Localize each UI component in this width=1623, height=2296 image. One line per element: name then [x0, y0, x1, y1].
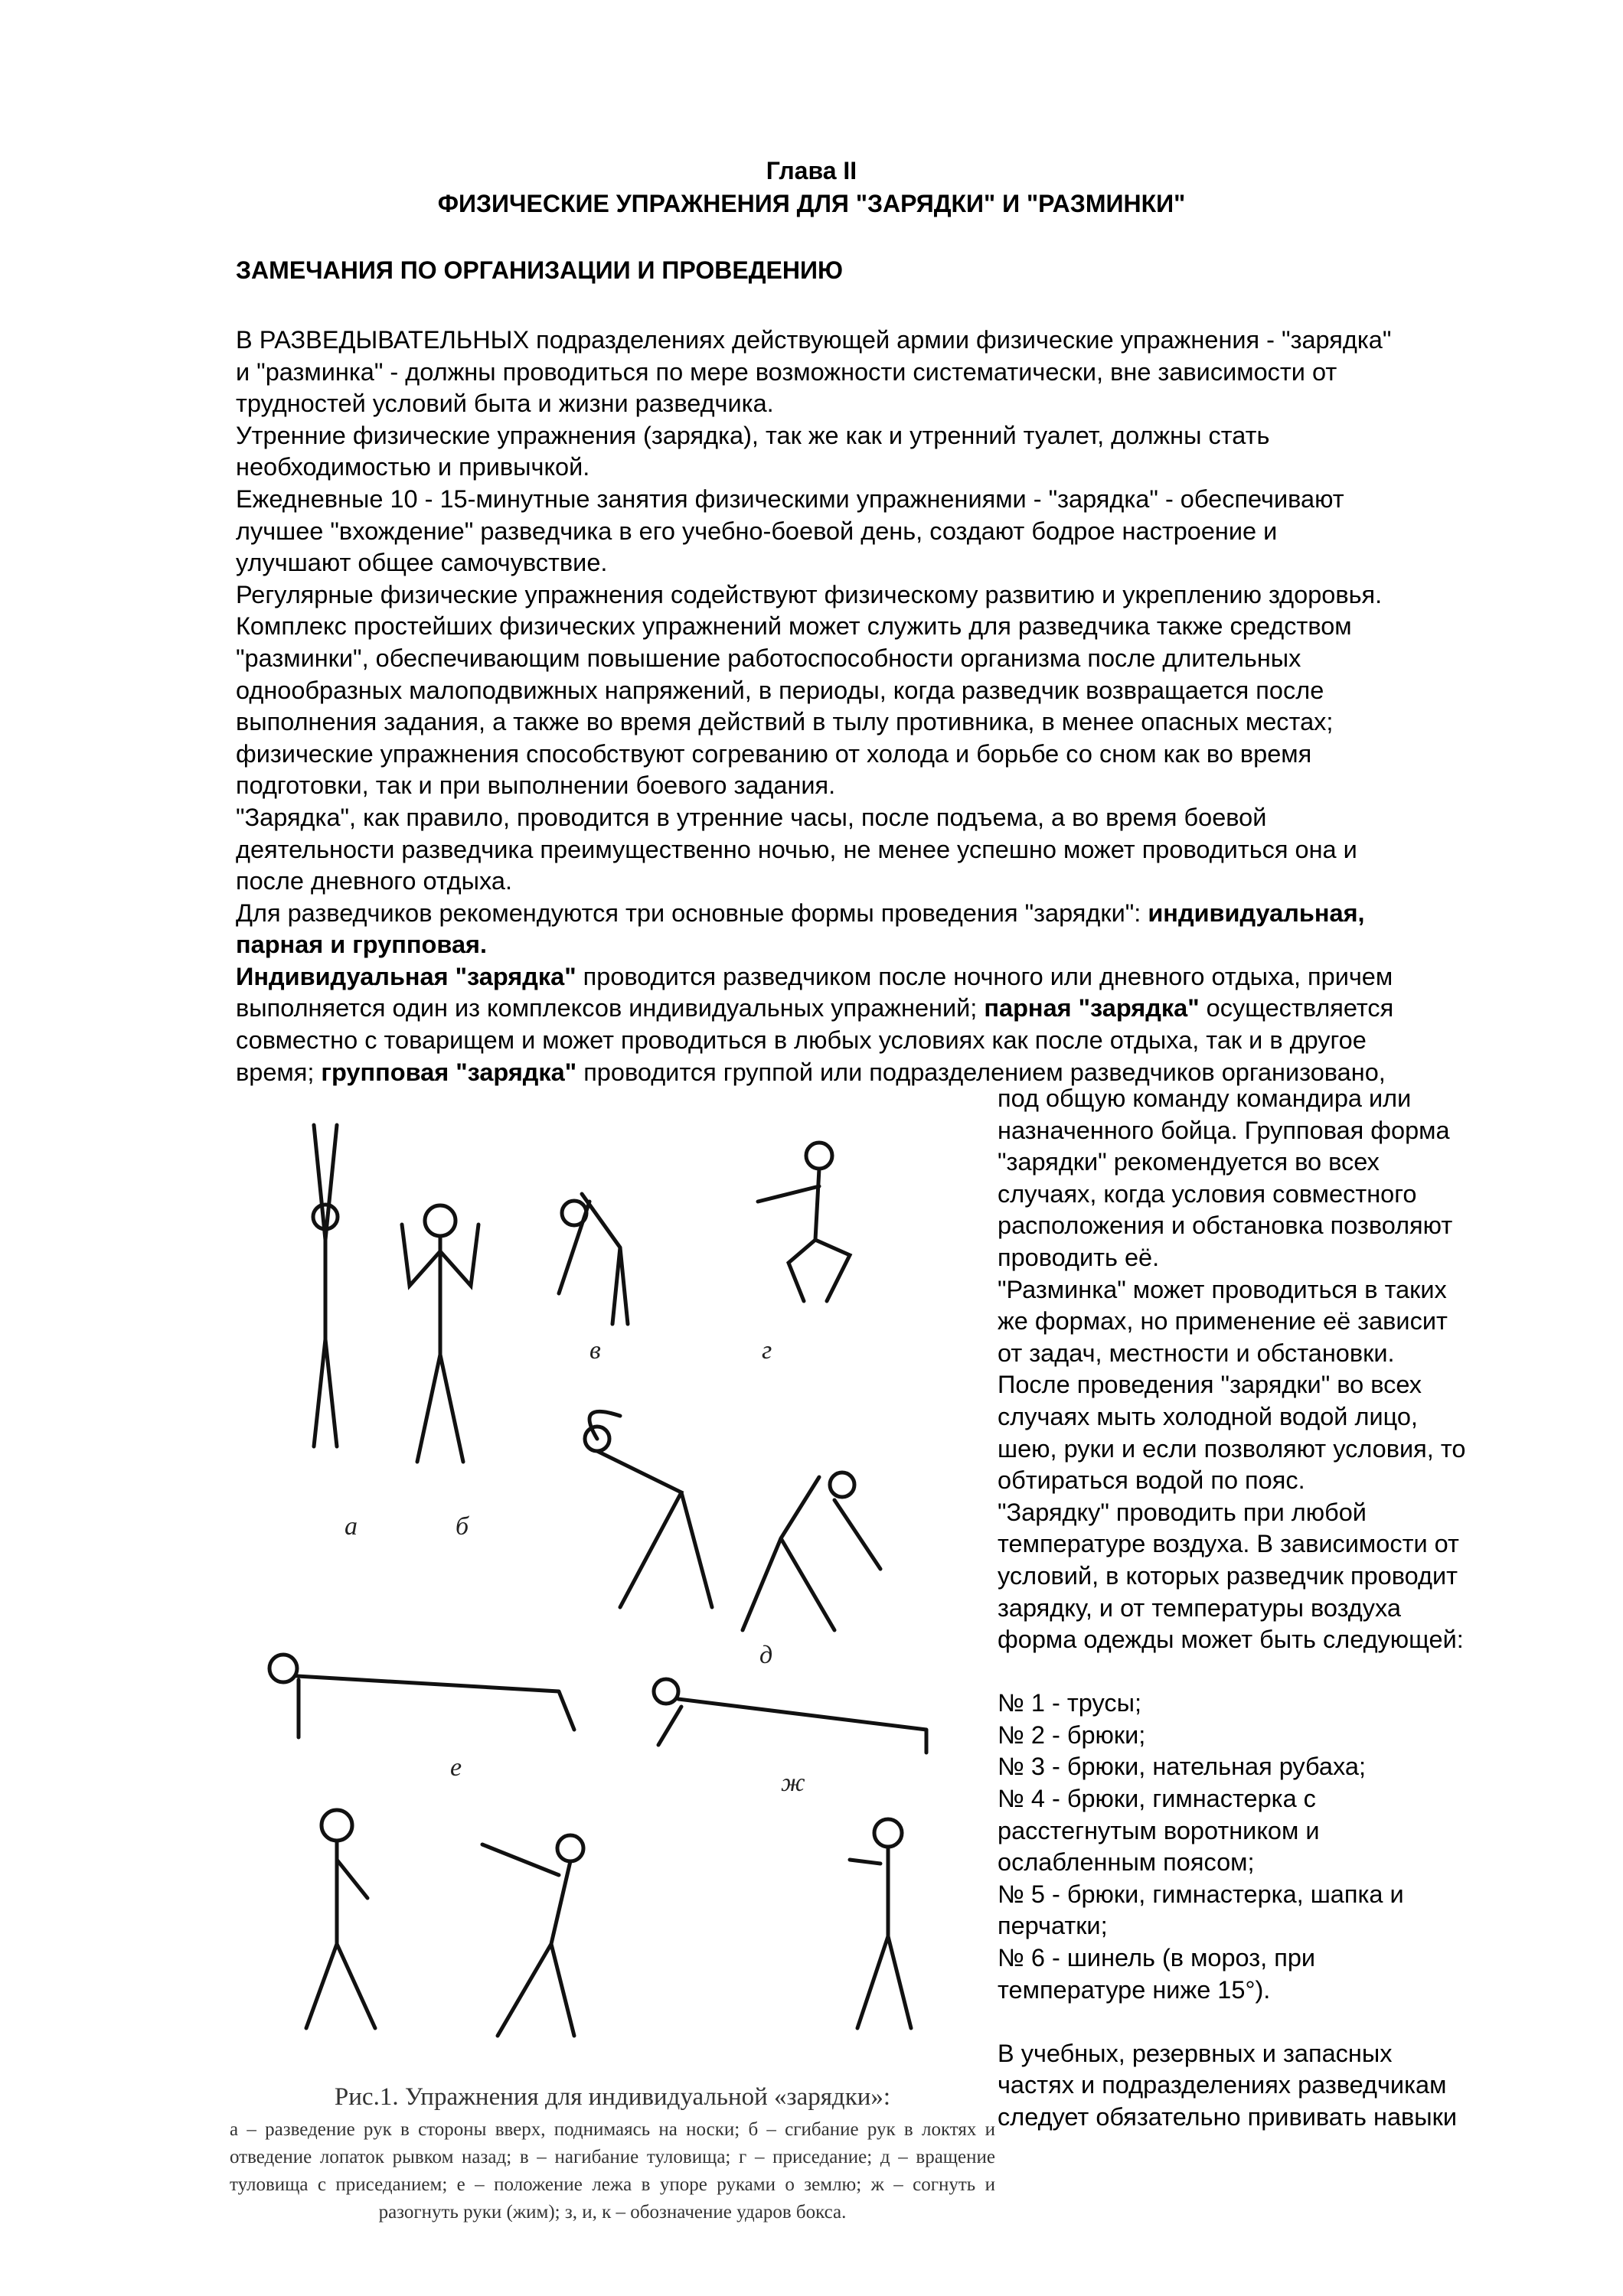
text-line [236, 611, 1393, 643]
text-segment: проводится группой или подразделением разведчиков организовано, [576, 1058, 1386, 1086]
text-segment: Комплекс простейших физических упражнений может служить для разведчика также средством [236, 612, 1352, 641]
text-line [236, 452, 1393, 484]
text-line: частях и подразделениях разведчикам [998, 2071, 1447, 2099]
text-line: расположения и обстановка позволяют [998, 1212, 1453, 1240]
text-segment: необходимостью и привычкой. [236, 453, 590, 481]
text-line [236, 834, 1393, 866]
text-line [236, 484, 1393, 516]
text-segment: после дневного отдыха. [236, 867, 512, 895]
text-segment: деятельности разведчика преимущественно ночью, не менее успешно может проводиться она и [236, 835, 1357, 863]
text-line [236, 420, 1393, 452]
text-line [236, 770, 1393, 802]
text-segment: В РАЗВЕДЫВАТЕЛЬНЫХ подразделениях действующей армии физические упражнения - "зарядка" [236, 326, 1392, 354]
text-line [236, 643, 1393, 675]
figure-b [402, 1205, 478, 1462]
text-segment: Утренние физические упражнения (зарядка), так же как и утренний туалет, должны стать [236, 421, 1270, 449]
bold-text: индивидуальная, [1148, 899, 1365, 927]
text-segment: "разминки", обеспечивающим повышение работоспособности организма после длительных [236, 644, 1301, 672]
text-line [236, 357, 1393, 389]
figure-zh [654, 1679, 926, 1753]
text-line [236, 579, 1393, 612]
text-line [236, 993, 1393, 1025]
figure-label-d: д [759, 1641, 773, 1669]
text-segment: физические упражнения способствуют согреванию от холода и борьбе со сном как во время [236, 739, 1312, 768]
text-line [236, 325, 1393, 357]
text-segment: улучшают общее самочувствие. [236, 549, 608, 577]
text-line [236, 516, 1393, 548]
bold-text: парная и групповая. [236, 931, 488, 959]
text-line: форма одежды может быть следующей: [998, 1626, 1464, 1654]
text-line [236, 739, 1393, 771]
text-segment: Для разведчиков рекомендуются три основные формы проведения "зарядки": [236, 899, 1148, 927]
text-segment: и "разминка" - должны проводиться по мере возможности систематически, вне зависимости от [236, 357, 1337, 386]
bold-text: групповая "зарядка" [321, 1058, 577, 1086]
bold-text: парная "зарядка" [984, 994, 1200, 1022]
text-line [236, 1025, 1393, 1057]
text-line: После проведения "зарядки" во всех [998, 1371, 1422, 1399]
caption-text: а – разведение рук в стороны вверх, поднимаясь на носки; б – сгибание рук в локтях и отведение лопаток рывком назад; в – нагибание туловища; г – приседание; д – вращение туловища с приседанием; е – положение лежа в упоре руками о землю; ж – согнуть и разогнуть руки (жим); з, и, к – обозначение ударов бокса. [230, 2119, 995, 2223]
text-line [236, 802, 1393, 834]
figure-boxing [306, 1810, 911, 2036]
text-line: под общую команду командира или [998, 1084, 1412, 1112]
right-column-text [998, 1083, 1465, 2134]
text-line: № 2 - брюки; [998, 1720, 1146, 1749]
text-line: обтираться водой по пояс. [998, 1466, 1305, 1495]
text-line: температуре воздуха. В зависимости от [998, 1530, 1459, 1558]
text-line: температуре ниже 15°). [998, 1975, 1271, 2004]
text-segment: совместно с товарищем и может проводиться в любых условиях как после отдыха, так и в другое [236, 1026, 1367, 1055]
text-line: случаях мыть холодной водой лицо, [998, 1402, 1418, 1430]
text-line [236, 547, 1393, 579]
figure-label-e: е [450, 1753, 462, 1782]
text-line: же формах, но применение её зависит [998, 1307, 1448, 1336]
text-line: перчатки; [998, 1912, 1108, 1940]
figure-g [758, 1143, 850, 1301]
text-line [236, 929, 1393, 961]
figure-d [585, 1411, 880, 1630]
text-line: проводить её. [998, 1243, 1160, 1271]
text-line: условий, в которых разведчик проводит [998, 1561, 1458, 1590]
text-line: № 4 - брюки, гимнастерка с [998, 1785, 1316, 1813]
text-line: № 6 - шинель (в мороз, при [998, 1944, 1316, 1972]
text-line: "зарядки" рекомендуется во всех [998, 1148, 1380, 1176]
figure-label-b: б [456, 1512, 469, 1541]
text-line: № 1 - трусы; [998, 1689, 1141, 1717]
text-segment: осуществляется [1199, 994, 1394, 1022]
text-line [236, 866, 1393, 898]
text-line: расстегнутым воротником и [998, 1816, 1320, 1844]
exercise-illustration [253, 1110, 1011, 2082]
bold-text: Индивидуальная "зарядка" [236, 962, 576, 990]
main-text [236, 325, 1393, 1088]
text-segment: трудностей условий быта и жизни разведчика. [236, 390, 774, 418]
text-segment: "Зарядка", как правило, проводится в утренние часы, после подъема, а во время боевой [236, 803, 1267, 831]
text-line [236, 706, 1393, 739]
caption-title: Рис.1. Упражнения для индивидуальной «зарядки»: [334, 2083, 891, 2111]
figure-e [269, 1655, 574, 1737]
text-line: зарядку, и от температуры воздуха [998, 1593, 1401, 1622]
section-heading: ЗАМЕЧАНИЯ ПО ОРГАНИЗАЦИИ И ПРОВЕДЕНИЮ [236, 256, 843, 284]
figure-label-v: в [589, 1336, 601, 1365]
figure-v [559, 1194, 628, 1324]
text-line: В учебных, резервных и запасных [998, 2039, 1393, 2067]
text-line: следует обязательно прививать навыки [998, 2103, 1458, 2131]
figure-label-a: а [345, 1512, 358, 1541]
text-line [236, 961, 1393, 993]
text-segment: выполнения задания, а также во время действий в тылу противника, в менее опасных местах; [236, 708, 1334, 736]
text-line [236, 388, 1393, 420]
text-line [236, 675, 1393, 707]
text-segment: время; [236, 1058, 322, 1086]
text-segment: Регулярные физические упражнения содействуют физическому развитию и укреплению здоровья. [236, 580, 1383, 608]
text-line: от задач, местности и обстановки. [998, 1339, 1395, 1367]
text-line: назначенного бойца. Групповая форма [998, 1116, 1450, 1144]
text-line: шею, руки и если позволяют условия, то [998, 1434, 1466, 1463]
text-segment: однообразных малоподвижных напряжений, в периоды, когда разведчик возвращается после [236, 676, 1324, 704]
text-line [236, 898, 1393, 930]
text-line: случаях, когда условия совместного [998, 1179, 1417, 1208]
text-line: № 5 - брюки, гимнастерка, шапка и [998, 1880, 1404, 1908]
chapter-heading: Глава II [766, 157, 857, 184]
text-line: ослабленным поясом; [998, 1848, 1255, 1877]
figure-label-g: г [762, 1336, 772, 1365]
chapter-title: ФИЗИЧЕСКИЕ УПРАЖНЕНИЯ ДЛЯ "ЗАРЯДКИ" И "РАЗМИНКИ" [437, 190, 1186, 217]
text-segment: Ежедневные 10 - 15-минутные занятия физическими упражнениями - "зарядка" - обеспечивают [236, 484, 1344, 513]
text-line [998, 2006, 1465, 2038]
text-line [998, 1656, 1465, 1688]
text-line: "Зарядку" проводить при любой [998, 1498, 1367, 1526]
figure-label-zh: ж [781, 1769, 805, 1797]
text-segment: лучшее "вхождение" разведчика в его учебно-боевой день, создают бодрое настроение и [236, 517, 1278, 545]
text-segment: подготовки, так и при выполнении боевого задания. [236, 771, 836, 800]
text-segment: проводится разведчиком после ночного или дневного отдыха, причем [576, 962, 1393, 990]
text-segment: выполняется один из комплексов индивидуальных упражнений; [236, 994, 985, 1022]
figure-a [313, 1125, 338, 1446]
text-line: "Разминка" может проводиться в таких [998, 1275, 1447, 1303]
text-line: № 3 - брюки, нательная рубаха; [998, 1753, 1366, 1781]
figure-caption [230, 2083, 995, 2226]
